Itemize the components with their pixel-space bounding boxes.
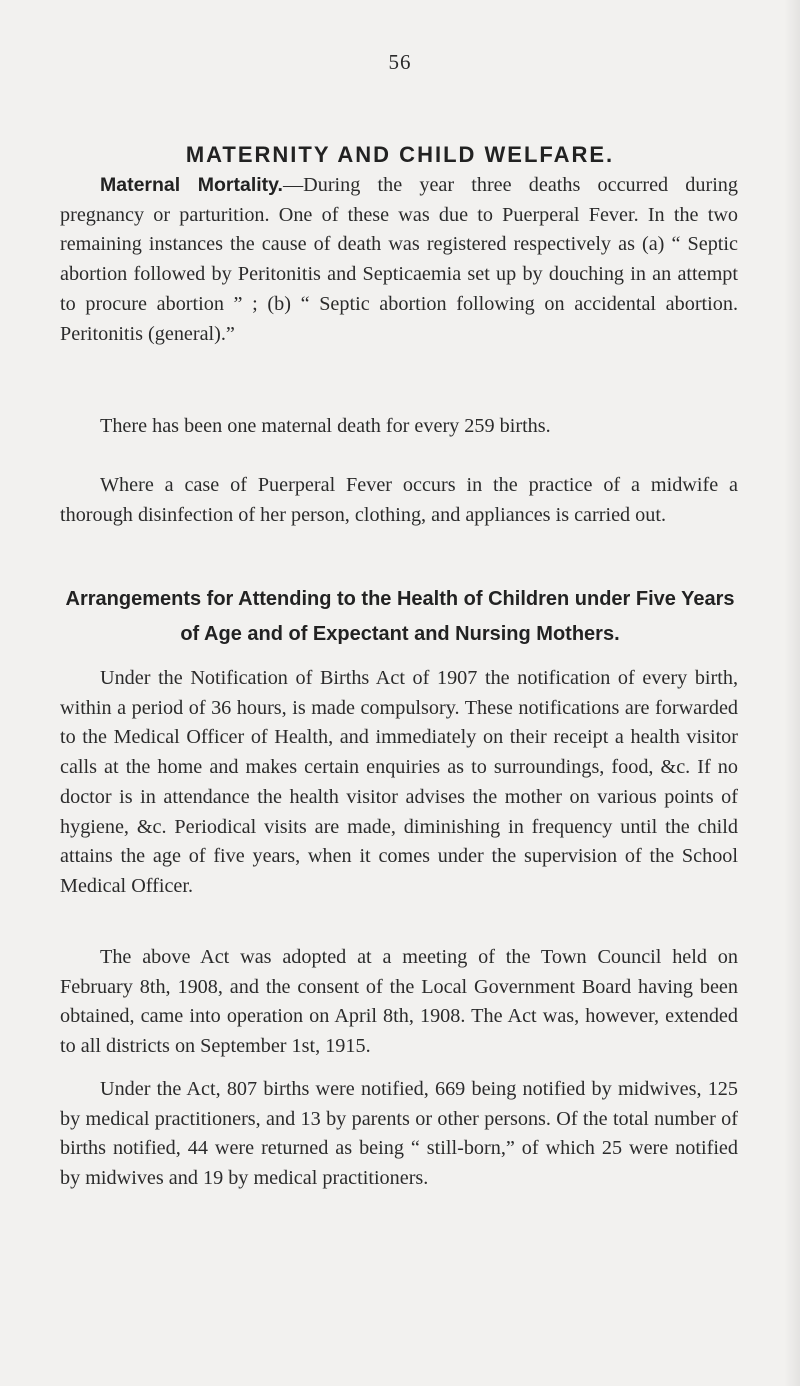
page-number: 56 — [388, 50, 412, 74]
puerperal-fever-paragraph: Where a case of Puerperal Fever occurs in the practice of a midwife a thorough disinfection of her person, clothing, and appliances is carried out. — [60, 474, 738, 526]
page-title: MATERNITY AND CHILD WELFARE. — [185, 142, 615, 167]
maternal-mortality-heading: Maternal Mortality. — [100, 174, 283, 196]
act-adoption-paragraph: The above Act was adopted at a meeting of the Town Council held on February 8th, 1908, and the consent of the Local Government Board having been obtained, came into operation on April 8th, 1908. The Act was, however, extended to all districts on September 1st, 1915. — [60, 946, 738, 1058]
births-notified-paragraph: Under the Act, 807 births were notified, 669 being notified by midwives, 125 by medical practitioners, and 13 by parents or other persons. Of the total number of births notified, 44 were returned as being “ still-born,” of which 25 were notified by midwives and 19 by medical practitioners. — [60, 1078, 738, 1190]
maternal-mortality-paragraph — [60, 171, 738, 349]
maternal-mortality-text: —During the year three deaths occurred during pregnancy or parturition. One of these was due to Puerperal Fever. In the two remaining instances the cause of death was registered respectively as (a) “ Septic abortion followed by Peritonitis and Septicaemia set up by douching in an attempt to procure abortion ” ; (b) “ Septic abortion following on accidental abortion. Peritonitis (general).” — [60, 174, 738, 345]
page-edge-shadow — [784, 0, 800, 1386]
arrangements-heading: Arrangements for Attending to the Health of Children under Five Years of Age and of Expectant and Nursing Mothers. — [65, 588, 735, 645]
maternal-death-ratio-paragraph: There has been one maternal death for every 259 births. — [100, 415, 551, 437]
notification-act-paragraph: Under the Notification of Births Act of 1907 the notification of every birth, within a period of 36 hours, is made compulsory. These notifications are forwarded to the Medical Officer of Health, and immediately on their receipt a health visitor calls at the home and makes certain enquiries as to surroundings, food, &c. If no doctor is in attendance the health visitor advises the mother on various points of hygiene, &c. Periodical visits are made, diminishing in frequency until the child attains the age of five years, when it comes under the supervision of the School Medical Officer. — [60, 667, 738, 897]
